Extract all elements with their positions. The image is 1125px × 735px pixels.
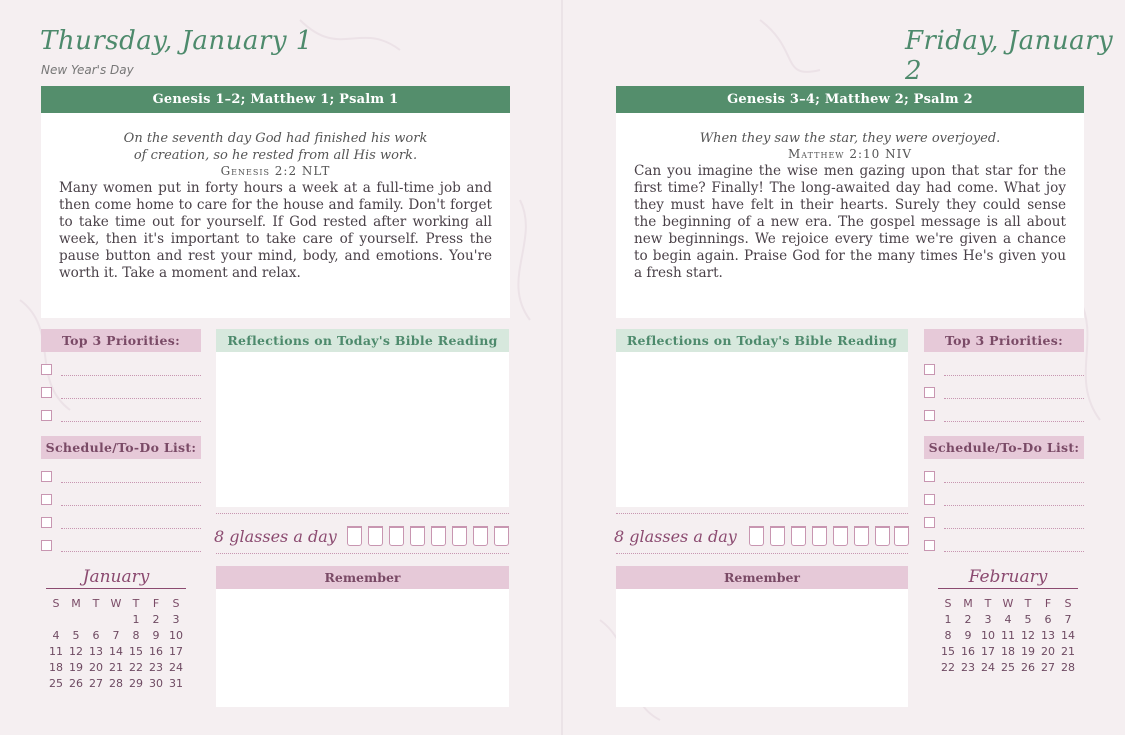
calendar-day: 21 xyxy=(109,660,123,674)
calendar-day xyxy=(106,611,126,627)
todo-checkbox[interactable] xyxy=(924,471,935,482)
water-glass-icon[interactable] xyxy=(791,526,806,546)
day-of-week: F xyxy=(1044,596,1052,610)
priority-checkbox[interactable] xyxy=(41,410,52,421)
calendar-day: 18 xyxy=(49,660,63,674)
calendar-day: 7 xyxy=(112,628,120,642)
priority-line[interactable] xyxy=(944,398,1084,399)
day-of-week: W xyxy=(110,596,122,610)
calendar-day: 24 xyxy=(981,660,995,674)
calendar-day: 30 xyxy=(149,676,163,690)
verse-reference: Matthew 2:10 NIV xyxy=(788,147,912,161)
priority-checkbox[interactable] xyxy=(924,364,935,375)
priority-line[interactable] xyxy=(61,398,201,399)
calendar-day: 16 xyxy=(961,644,975,658)
calendar-day: 10 xyxy=(169,628,183,642)
todo-line[interactable] xyxy=(944,482,1084,483)
calendar-month: February xyxy=(968,567,1048,587)
priority-line[interactable] xyxy=(944,375,1084,376)
calendar-day xyxy=(66,611,86,627)
calendar-day: 3 xyxy=(172,612,180,626)
mini-calendar-february xyxy=(938,566,1078,675)
water-glass-icon[interactable] xyxy=(494,526,509,546)
remember-heading: Remember xyxy=(216,566,509,589)
calendar-day: 12 xyxy=(1021,628,1035,642)
calendar-day: 18 xyxy=(1001,644,1015,658)
verse-reference: Genesis 2:2 NLT xyxy=(220,164,331,178)
calendar-day: 27 xyxy=(89,676,103,690)
day-of-week: S xyxy=(944,596,952,610)
water-glass-icon[interactable] xyxy=(389,526,404,546)
devotional-box xyxy=(616,113,1084,318)
calendar-grid xyxy=(938,595,1078,675)
mini-calendar-january xyxy=(46,566,186,691)
page-date: Friday, January 2 xyxy=(905,26,1114,86)
calendar-day: 5 xyxy=(1024,612,1032,626)
todo-checkbox[interactable] xyxy=(41,540,52,551)
calendar-day: 5 xyxy=(72,628,80,642)
calendar-day: 14 xyxy=(109,644,123,658)
calendar-day: 21 xyxy=(1061,644,1075,658)
calendar-day: 26 xyxy=(1021,660,1035,674)
water-glass-icon[interactable] xyxy=(812,526,827,546)
calendar-day: 25 xyxy=(1001,660,1015,674)
todo-checkbox[interactable] xyxy=(41,494,52,505)
water-glass-icon[interactable] xyxy=(431,526,446,546)
day-of-week: W xyxy=(1002,596,1014,610)
water-glass-icon[interactable] xyxy=(368,526,383,546)
calendar-day: 27 xyxy=(1041,660,1055,674)
calendar-day xyxy=(86,611,106,627)
day-of-week: T xyxy=(984,596,992,610)
day-of-week: T xyxy=(92,596,100,610)
calendar-day: 28 xyxy=(1061,660,1075,674)
water-glass-icon[interactable] xyxy=(770,526,785,546)
water-glass-icon[interactable] xyxy=(410,526,425,546)
holiday-label: New Year's Day xyxy=(41,63,134,77)
calendar-day: 15 xyxy=(941,644,955,658)
calendar-day: 16 xyxy=(149,644,163,658)
verse-line: of creation, so he rested from all His work. xyxy=(133,148,418,163)
right-page xyxy=(563,0,1125,735)
schedule-heading: Schedule/To-Do List: xyxy=(41,436,201,459)
todo-checkbox[interactable] xyxy=(924,540,935,551)
calendar-day: 26 xyxy=(69,676,83,690)
calendar-day: 14 xyxy=(1061,628,1075,642)
reflections-heading: Reflections on Today's Bible Reading xyxy=(616,329,908,352)
priority-checkbox[interactable] xyxy=(41,364,52,375)
calendar-day: 2 xyxy=(964,612,972,626)
priorities-heading: Top 3 Priorities: xyxy=(924,329,1084,352)
calendar-day: 25 xyxy=(49,676,63,690)
calendar-day: 2 xyxy=(152,612,160,626)
calendar-day: 20 xyxy=(1041,644,1055,658)
priority-checkbox[interactable] xyxy=(924,387,935,398)
day-of-week: T xyxy=(132,596,140,610)
calendar-day: 8 xyxy=(944,628,952,642)
todo-line[interactable] xyxy=(61,505,201,506)
day-of-week: S xyxy=(1064,596,1072,610)
schedule-heading: Schedule/To-Do List: xyxy=(924,436,1084,459)
water-divider xyxy=(616,513,908,514)
water-glass-icon[interactable] xyxy=(473,526,488,546)
priority-checkbox[interactable] xyxy=(41,387,52,398)
reflections-heading: Reflections on Today's Bible Reading xyxy=(216,329,509,352)
calendar-day: 12 xyxy=(69,644,83,658)
priority-line[interactable] xyxy=(61,375,201,376)
calendar-day: 19 xyxy=(69,660,83,674)
todo-line[interactable] xyxy=(944,551,1084,552)
todo-line[interactable] xyxy=(944,528,1084,529)
verse-line: When they saw the star, they were overjoyed. xyxy=(699,131,1001,146)
day-of-week: S xyxy=(52,596,60,610)
water-divider xyxy=(216,513,509,514)
page-date: Thursday, January 1 xyxy=(40,26,313,56)
todo-line[interactable] xyxy=(61,528,201,529)
water-glass-icon[interactable] xyxy=(894,526,909,546)
day-of-week: F xyxy=(152,596,160,610)
water-glass-icon[interactable] xyxy=(749,526,764,546)
priorities-heading: Top 3 Priorities: xyxy=(41,329,201,352)
water-divider xyxy=(616,553,908,554)
calendar-day: 6 xyxy=(92,628,100,642)
calendar-day: 8 xyxy=(132,628,140,642)
calendar-day: 1 xyxy=(132,612,140,626)
water-glass-icon[interactable] xyxy=(854,526,869,546)
devotional-box xyxy=(41,113,510,318)
calendar-day: 19 xyxy=(1021,644,1035,658)
day-of-week: M xyxy=(71,596,81,610)
todo-line[interactable] xyxy=(61,551,201,552)
calendar-day: 11 xyxy=(1001,628,1015,642)
calendar-day: 23 xyxy=(149,660,163,674)
calendar-day: 10 xyxy=(981,628,995,642)
todo-checkbox[interactable] xyxy=(41,517,52,528)
calendar-day: 6 xyxy=(1044,612,1052,626)
water-glass-icon[interactable] xyxy=(875,526,890,546)
todo-line[interactable] xyxy=(944,505,1084,506)
calendar-day: 11 xyxy=(49,644,63,658)
calendar-day: 22 xyxy=(941,660,955,674)
remember-heading: Remember xyxy=(616,566,908,589)
devotional-text: Many women put in forty hours a week at a full-time job and then come home to care for the house and family. Don't forget to take time out for yourself. If God rested after working all week, then it's important to take care of yourself. Press the pause button and rest your mind, body, and emotions. You're worth it. Take a moment and relax. xyxy=(59,180,492,281)
water-divider xyxy=(216,553,509,554)
bible-reading-bar: Genesis 3–4; Matthew 2; Psalm 2 xyxy=(616,86,1084,113)
calendar-day: 7 xyxy=(1064,612,1072,626)
calendar-day: 13 xyxy=(1041,628,1055,642)
verse-line: On the seventh day God had finished his work xyxy=(123,131,428,146)
calendar-rule xyxy=(46,588,186,589)
remember-area[interactable] xyxy=(216,589,509,707)
day-of-week: T xyxy=(1024,596,1032,610)
calendar-day: 4 xyxy=(52,628,60,642)
calendar-month: January xyxy=(82,567,150,587)
water-glass-icon[interactable] xyxy=(833,526,848,546)
water-tracker-label: 8 glasses a day xyxy=(214,527,337,546)
priority-checkbox[interactable] xyxy=(924,410,935,421)
day-of-week: S xyxy=(172,596,180,610)
calendar-day: 31 xyxy=(169,676,183,690)
todo-line[interactable] xyxy=(61,482,201,483)
todo-checkbox[interactable] xyxy=(924,517,935,528)
calendar-day: 9 xyxy=(964,628,972,642)
water-glass-icon[interactable] xyxy=(452,526,467,546)
calendar-grid xyxy=(46,595,186,691)
calendar-day: 3 xyxy=(984,612,992,626)
calendar-day: 24 xyxy=(169,660,183,674)
calendar-day: 17 xyxy=(169,644,183,658)
water-tracker-label: 8 glasses a day xyxy=(614,527,737,546)
calendar-day: 13 xyxy=(89,644,103,658)
water-glass-icon[interactable] xyxy=(347,526,362,546)
calendar-day: 9 xyxy=(152,628,160,642)
calendar-day: 23 xyxy=(961,660,975,674)
calendar-rule xyxy=(938,588,1078,589)
calendar-day: 22 xyxy=(129,660,143,674)
priority-line[interactable] xyxy=(944,421,1084,422)
remember-area[interactable] xyxy=(616,589,908,707)
priority-line[interactable] xyxy=(61,421,201,422)
left-page xyxy=(0,0,562,735)
calendar-day: 15 xyxy=(129,644,143,658)
calendar-day: 1 xyxy=(944,612,952,626)
devotional-text: Can you imagine the wise men gazing upon that star for the first time? Finally! The long-awaited day had come. What joy they must have felt in their hearts. Surely they could sense the beginning of a new era. The gospel message is all about new beginnings. We rejoice every time we're given a chance to begin again. Praise God for the many times He's given you a fresh start. xyxy=(634,163,1066,281)
todo-checkbox[interactable] xyxy=(41,471,52,482)
calendar-day: 28 xyxy=(109,676,123,690)
calendar-day: 4 xyxy=(1004,612,1012,626)
reflections-area[interactable] xyxy=(216,352,509,507)
calendar-day: 17 xyxy=(981,644,995,658)
calendar-day: 29 xyxy=(129,676,143,690)
day-of-week: M xyxy=(963,596,973,610)
bible-reading-bar: Genesis 1–2; Matthew 1; Psalm 1 xyxy=(41,86,510,113)
reflections-area[interactable] xyxy=(616,352,908,507)
todo-checkbox[interactable] xyxy=(924,494,935,505)
calendar-day xyxy=(46,611,66,627)
calendar-day: 20 xyxy=(89,660,103,674)
